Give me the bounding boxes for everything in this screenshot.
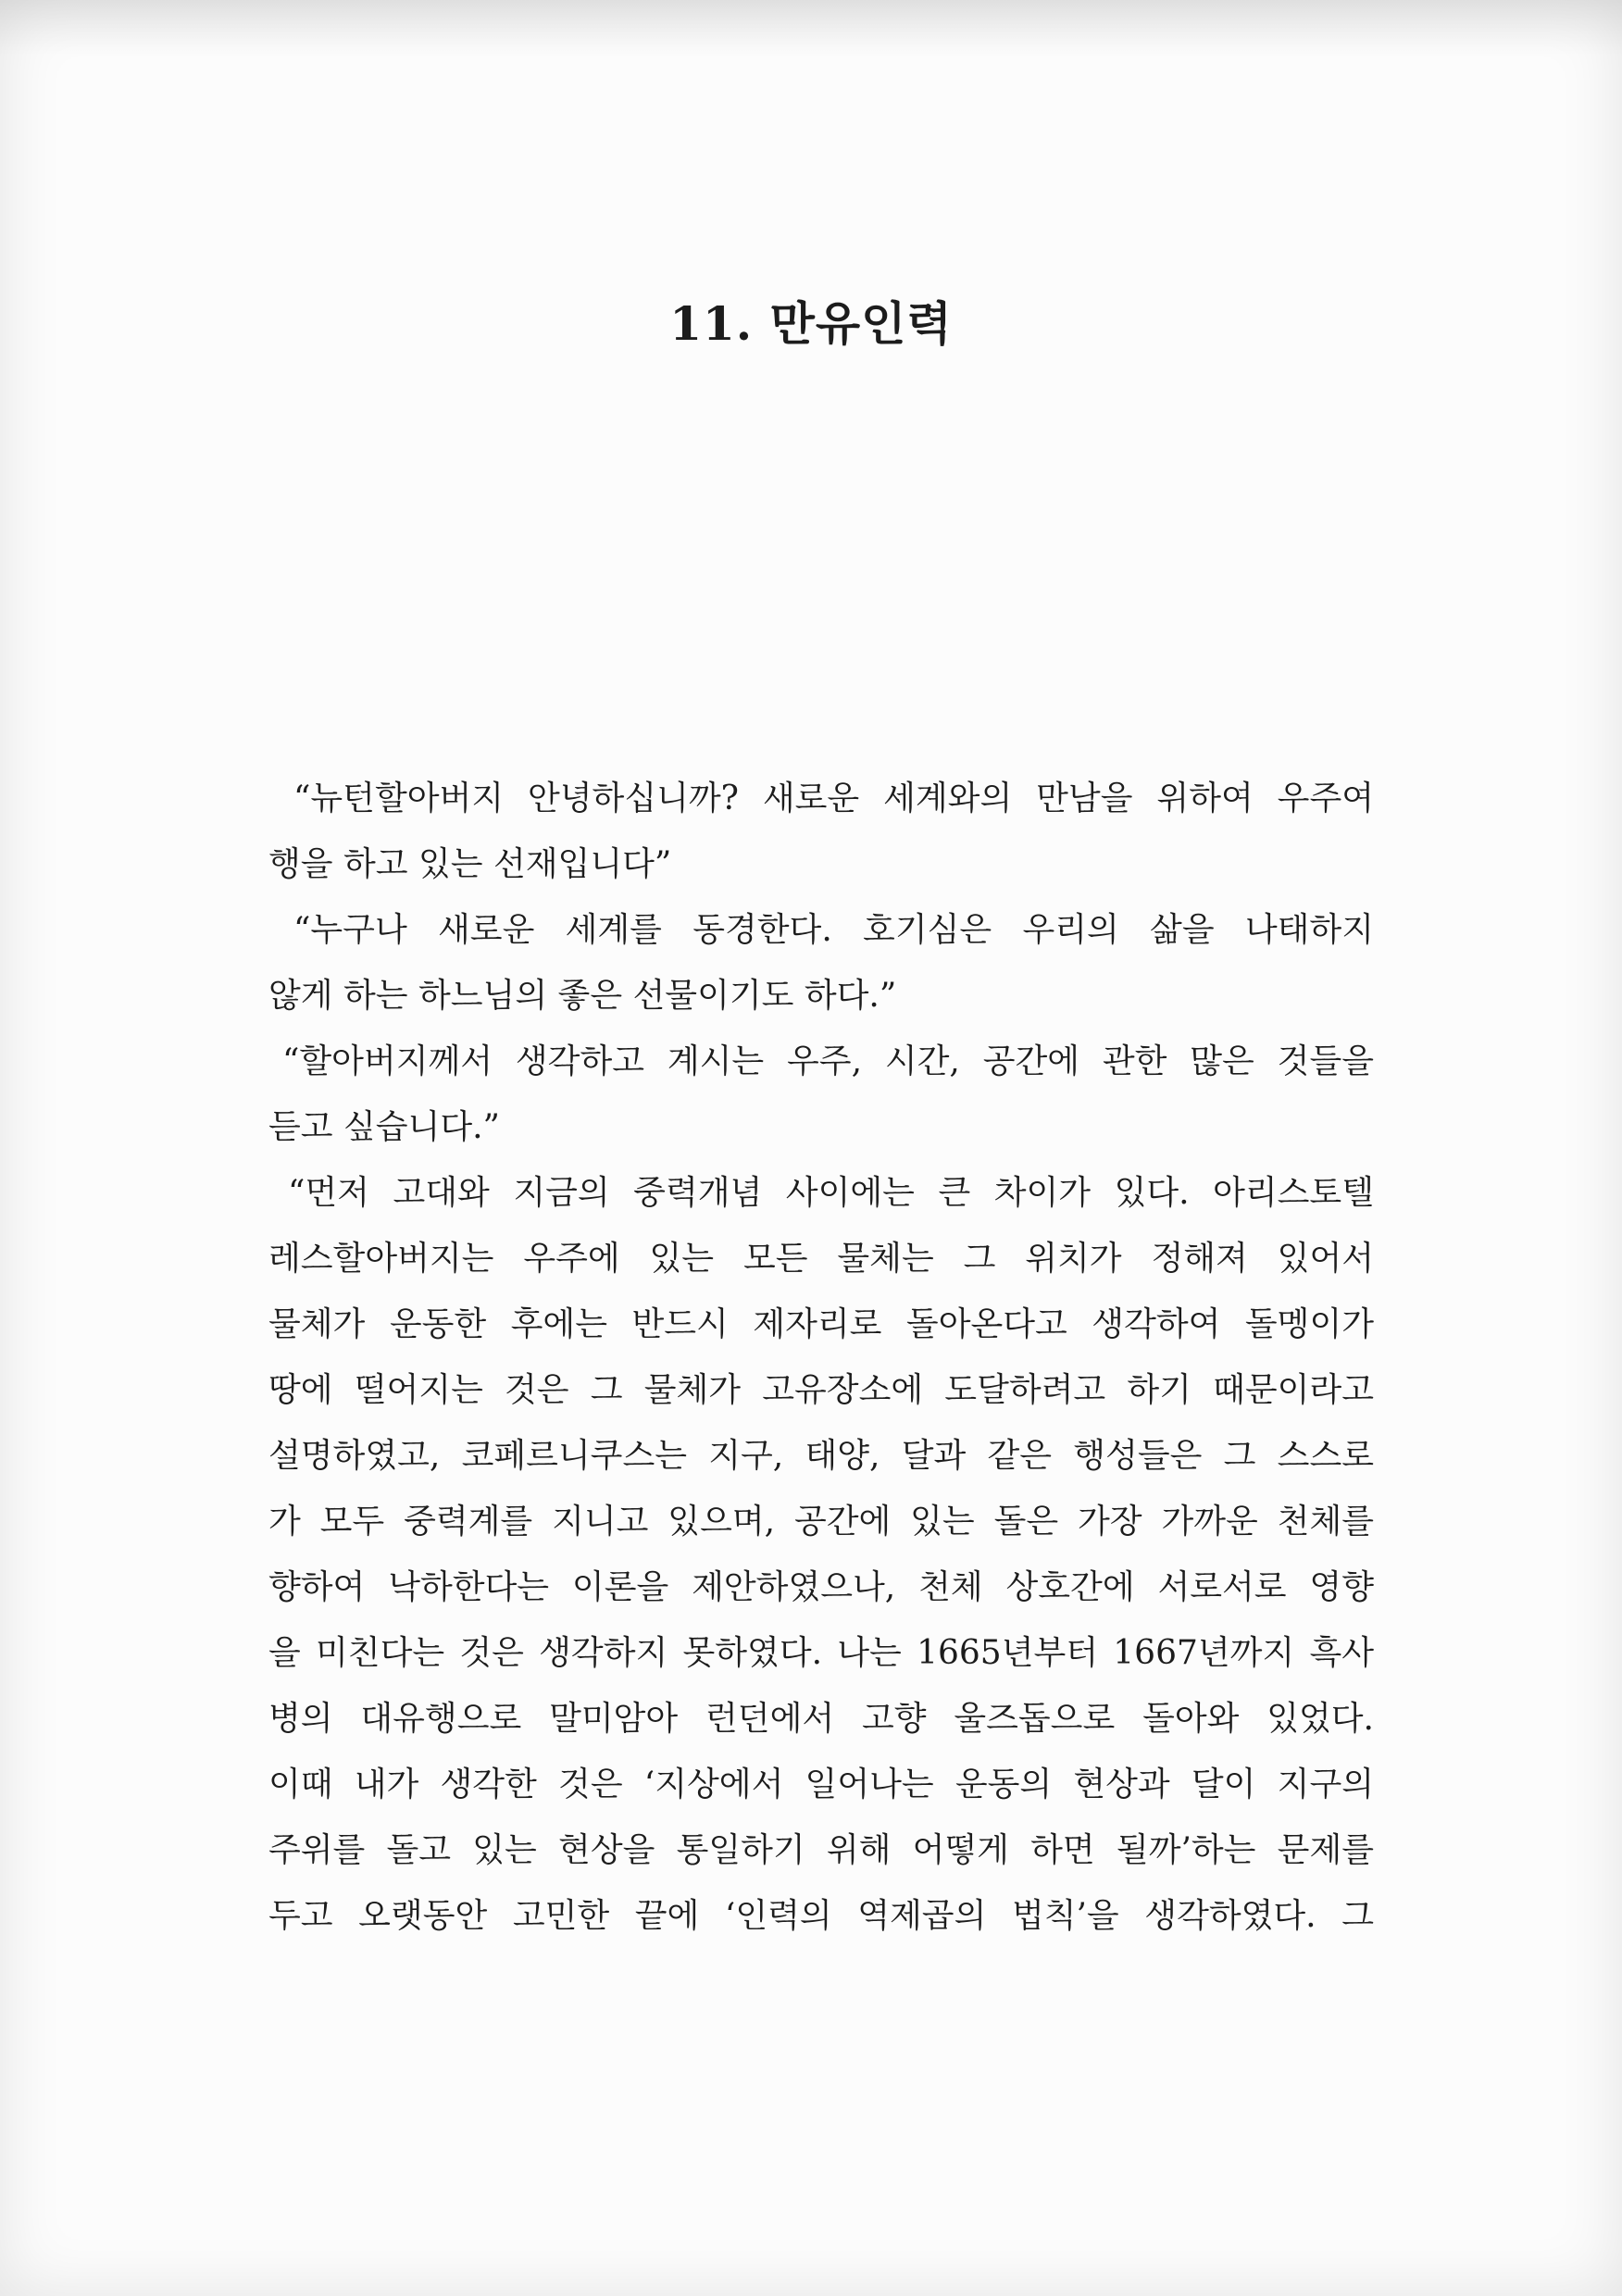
text-line: 설명하였고, 코페르니쿠스는 지구, 태양, 달과 같은 행성들은 그 스스로 xyxy=(268,1437,1374,1475)
text-line: 듣고 싶습니다.” xyxy=(268,1108,500,1146)
text-line: “뉴턴할아버지 안녕하십니까? 새로운 세계와의 만남을 위하여 우주여 xyxy=(293,780,1374,817)
paragraph xyxy=(268,1029,1374,1160)
text-line: 이때 내가 생각한 것은 ‘지상에서 일어나는 운동의 현상과 달이 지구의 xyxy=(268,1766,1374,1803)
paragraph xyxy=(268,766,1374,897)
text-line: “할아버지께서 생각하고 계시는 우주, 시간, 공간에 관한 많은 것들을 xyxy=(282,1042,1374,1080)
text-line: 물체가 운동한 후에는 반드시 제자리로 돌아온다고 생각하여 돌멩이가 xyxy=(268,1305,1374,1343)
text-line: “누구나 새로운 세계를 동경한다. 호기심은 우리의 삶을 나태하지 xyxy=(293,911,1374,949)
text-line: 두고 오랫동안 고민한 끝에 ‘인력의 역제곱의 법칙’을 생각하였다. 그 xyxy=(268,1897,1374,1935)
text-line: 레스할아버지는 우주에 있는 모든 물체는 그 위치가 정해져 있어서 xyxy=(268,1240,1374,1278)
text-line: 않게 하는 하느님의 좋은 선물이기도 하다.” xyxy=(268,977,897,1015)
paragraph xyxy=(268,897,1374,1029)
text-line: 행을 하고 있는 선재입니다” xyxy=(268,845,672,883)
text-line: 을 미친다는 것은 생각하지 못하였다. 나는 1665년부터 1667년까지 흑사 xyxy=(268,1634,1374,1672)
body-text xyxy=(268,766,1374,1949)
text-line: 땅에 떨어지는 것은 그 물체가 고유장소에 도달하려고 하기 때문이라고 xyxy=(268,1371,1374,1409)
text-line: 병의 대유행으로 말미암아 런던에서 고향 울즈돕으로 돌아와 있었다. xyxy=(268,1700,1374,1738)
paragraph xyxy=(268,1160,1374,1949)
text-line: 가 모두 중력계를 지니고 있으며, 공간에 있는 돌은 가장 가까운 천체를 xyxy=(268,1503,1374,1541)
text-line: 주위를 돌고 있는 현상을 통일하기 위해 어떻게 하면 될까’하는 문제를 xyxy=(268,1831,1374,1869)
text-line: “먼저 고대와 지금의 중력개념 사이에는 큰 차이가 있다. 아리스토텔 xyxy=(288,1174,1374,1212)
chapter-title: 11. 만유인력 xyxy=(669,296,953,351)
text-line: 향하여 낙하한다는 이론을 제안하였으나, 천체 상호간에 서로서로 영향 xyxy=(268,1568,1374,1606)
